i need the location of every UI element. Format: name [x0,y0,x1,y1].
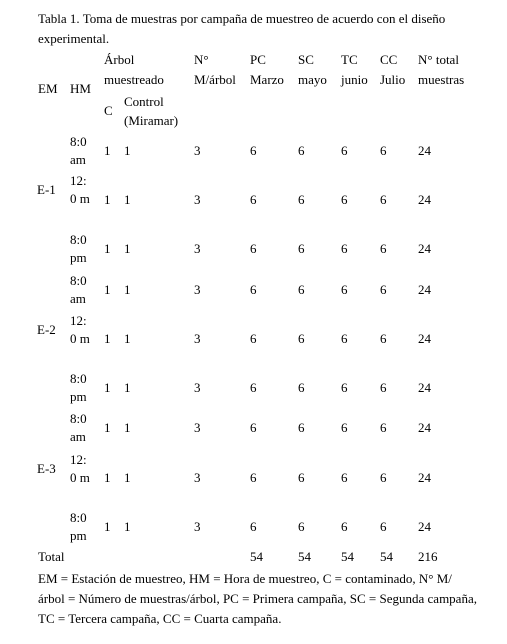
total-cell: 24 [418,519,431,534]
sc-cell: 6 [298,331,305,346]
nm-cell: 3 [194,241,201,256]
nm-cell: 3 [194,282,201,297]
nm-cell: 3 [194,192,201,207]
hm-cell: 12: 0 m [70,313,90,346]
control-cell: 1 [124,470,131,485]
cc-cell: 6 [380,282,387,297]
cc-cell: 6 [380,192,387,207]
cc-cell: 6 [380,380,387,395]
c-cell: 1 [104,282,111,297]
sc-cell: 6 [298,470,305,485]
c-cell: 1 [104,143,111,158]
total-cell: 24 [418,470,431,485]
hm-cell: 8:0 am [70,273,87,306]
pc-cell: 6 [250,519,257,534]
totals-cc: 54 [380,549,393,564]
hm-cell: 8:0 am [70,134,87,167]
header-pc-line2: Marzo [250,72,284,87]
total-cell: 24 [418,420,431,435]
c-cell: 1 [104,519,111,534]
header-total-line1: N° total [418,52,459,67]
cc-cell: 6 [380,470,387,485]
nm-cell: 3 [194,420,201,435]
cc-cell: 6 [380,241,387,256]
tc-cell: 6 [341,192,348,207]
c-cell: 1 [104,380,111,395]
c-cell: 1 [104,331,111,346]
station-label: E-2 [37,322,56,337]
sc-cell: 6 [298,380,305,395]
header-cc-line1: CC [380,52,398,67]
totals-label: Total [38,549,65,564]
pc-cell: 6 [250,143,257,158]
pc-cell: 6 [250,241,257,256]
header-cc-line2: Julio [380,72,406,87]
total-cell: 24 [418,282,431,297]
pc-cell: 6 [250,470,257,485]
tc-cell: 6 [341,282,348,297]
sc-cell: 6 [298,192,305,207]
nm-cell: 3 [194,380,201,395]
control-cell: 1 [124,380,131,395]
header-sc-line2: mayo [298,72,327,87]
table-caption: Tabla 1. Toma de muestras por campaña de muestreo de acuerdo con el diseño experimental. [38,11,446,46]
nm-cell: 3 [194,331,201,346]
totals-pc: 54 [250,549,263,564]
tc-cell: 6 [341,470,348,485]
control-cell: 1 [124,192,131,207]
control-cell: 1 [124,282,131,297]
nm-cell: 3 [194,519,201,534]
header-pc-line1: PC [250,52,266,67]
c-cell: 1 [104,192,111,207]
c-cell: 1 [104,470,111,485]
tc-cell: 6 [341,241,348,256]
header-c: C [104,103,113,118]
header-sc-line1: SC [298,52,314,67]
header-total-line2: muestras [418,72,465,87]
tc-cell: 6 [341,380,348,395]
hm-cell: 8:0 am [70,411,87,444]
totals-total: 216 [418,549,438,564]
header-control-line1: Control [124,94,164,109]
header-tc-line2: junio [341,72,368,87]
tc-cell: 6 [341,519,348,534]
cc-cell: 6 [380,519,387,534]
sc-cell: 6 [298,241,305,256]
nm-cell: 3 [194,470,201,485]
total-cell: 24 [418,192,431,207]
c-cell: 1 [104,420,111,435]
sc-cell: 6 [298,143,305,158]
cc-cell: 6 [380,143,387,158]
header-nm-line1: N° [194,52,209,67]
totals-sc: 54 [298,549,311,564]
tc-cell: 6 [341,331,348,346]
pc-cell: 6 [250,282,257,297]
header-tc-line1: TC [341,52,358,67]
sc-cell: 6 [298,282,305,297]
control-cell: 1 [124,143,131,158]
control-cell: 1 [124,241,131,256]
control-cell: 1 [124,519,131,534]
header-em: EM [38,81,58,96]
total-cell: 24 [418,143,431,158]
control-cell: 1 [124,331,131,346]
header-arbol-line1: Árbol [104,52,135,67]
hm-cell: 8:0 pm [70,371,87,404]
hm-cell: 12: 0 m [70,173,90,206]
pc-cell: 6 [250,420,257,435]
nm-cell: 3 [194,143,201,158]
cc-cell: 6 [380,331,387,346]
total-cell: 24 [418,241,431,256]
station-label: E-1 [37,182,56,197]
hm-cell: 8:0 pm [70,510,87,543]
control-cell: 1 [124,420,131,435]
hm-cell: 12: 0 m [70,452,90,485]
header-control-line2: (Miramar) [124,113,179,128]
total-cell: 24 [418,380,431,395]
pc-cell: 6 [250,192,257,207]
hm-cell: 8:0 pm [70,232,87,265]
totals-tc: 54 [341,549,354,564]
table-footnote: EM = Estación de muestreo, HM = Hora de muestreo, C = contaminado, N° M/árbol = Número de muestras/árbol, PC = Primera campaña, SC = Segunda campaña, TC = Tercera campaña, CC = Cuarta campaña. [38,571,477,626]
cc-cell: 6 [380,420,387,435]
tc-cell: 6 [341,420,348,435]
tc-cell: 6 [341,143,348,158]
sc-cell: 6 [298,519,305,534]
header-nm-line2: M/árbol [194,72,236,87]
pc-cell: 6 [250,331,257,346]
header-arbol-line2: muestreado [104,72,164,87]
sc-cell: 6 [298,420,305,435]
c-cell: 1 [104,241,111,256]
station-label: E-3 [37,461,56,476]
pc-cell: 6 [250,380,257,395]
total-cell: 24 [418,331,431,346]
header-hm: HM [70,81,91,96]
